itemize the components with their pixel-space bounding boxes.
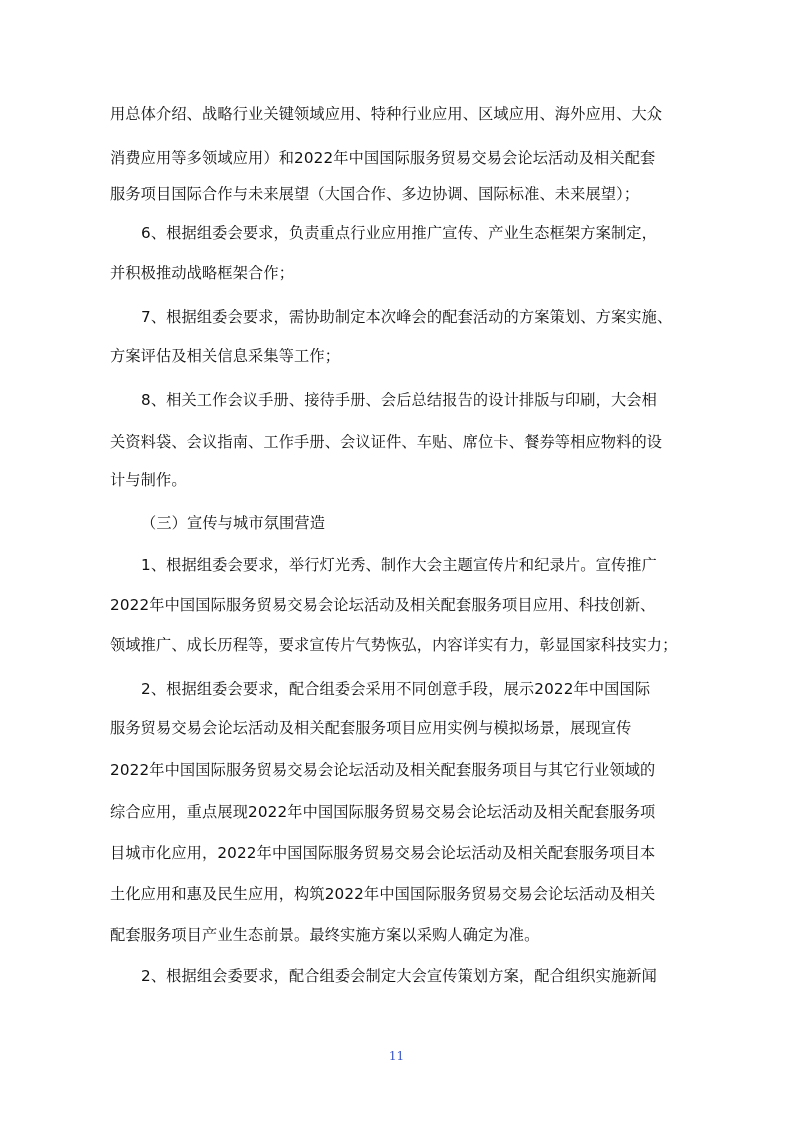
page-number: 11 (388, 1049, 405, 1063)
text-line: 目城市化应用，2022年中国国际服务贸易交易会论坛活动及相关配套服务项目本 (110, 844, 656, 862)
paragraph-item-8: 8、相关工作会议手册、接待手册、会后总结报告的设计排版与印刷，大会相 (141, 391, 657, 409)
paragraph-item-1: 1、根据组委会要求，举行灯光秀、制作大会主题宣传片和纪录片。宣传推广 (141, 556, 657, 574)
text-line: 配套服务项目产业生态前景。最终实施方案以采购人确定为准。 (110, 926, 540, 944)
text-line: 用总体介绍、战略行业关键领域应用、特种行业应用、区域应用、海外应用、大众 (110, 105, 663, 123)
text-line: 方案评估及相关信息采集等工作； (110, 347, 341, 365)
text-line: 领域推广、成长历程等，要求宣传片气势恢弘，内容详实有力，彰显国家科技实力； (110, 636, 678, 654)
paragraph-item-2b: 2、根据组会委要求，配合组委会制定大会宣传策划方案，配合组织实施新闻 (141, 967, 657, 985)
text-line: 服务项目国际合作与未来展望（大国合作、多边协调、国际标准、未来展望）； (110, 185, 640, 203)
paragraph-item-7: 7、根据组委会要求，需协助制定本次峰会的配套活动的方案策划、方案实施、 (141, 308, 673, 326)
section-heading: （三）宣传与城市氛围营造 (141, 514, 326, 532)
text-line: 土化应用和惠及民生应用，构筑2022年中国国际服务贸易交易会论坛活动及相关 (110, 885, 656, 903)
paragraph-item-6: 6、根据组委会要求，负责重点行业应用推广宣传、产业生态框架方案制定， (141, 224, 657, 242)
text-line: 综合应用，重点展现2022年中国国际服务贸易交易会论坛活动及相关配套服务项 (110, 803, 656, 821)
text-line: 2022年中国国际服务贸易交易会论坛活动及相关配套服务项目与其它行业领域的 (110, 761, 656, 779)
paragraph-item-2: 2、根据组委会要求，配合组委会采用不同创意手段，展示2022年中国国际 (141, 680, 651, 698)
text-line: 并积极推动战略框架合作； (110, 264, 295, 282)
text-line: 消费应用等多领域应用）和2022年中国国际服务贸易交易会论坛活动及相关配套 (110, 149, 656, 167)
text-line: 计与制作。 (110, 471, 187, 489)
text-line: 服务贸易交易会论坛活动及相关配套服务项目应用实例与模拟场景，展现宣传 (110, 719, 632, 737)
text-line: 2022年中国国际服务贸易交易会论坛活动及相关配套服务项目应用、科技创新、 (110, 596, 656, 614)
text-line: 关资料袋、会议指南、工作手册、会议证件、车贴、席位卡、餐券等相应物料的设 (110, 433, 663, 451)
